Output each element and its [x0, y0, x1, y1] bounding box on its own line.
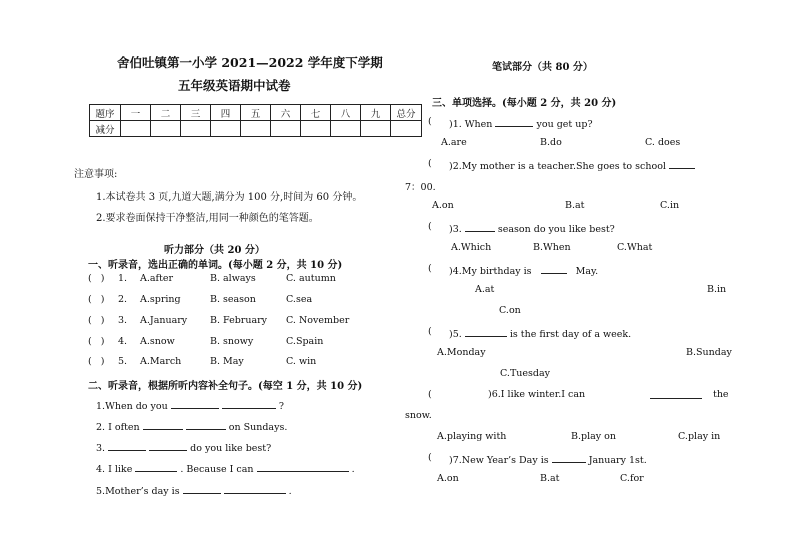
- option-a: A.Monday: [437, 347, 486, 358]
- answer-paren[interactable]: ( ): [88, 336, 105, 347]
- option-a: A.March: [140, 356, 182, 367]
- option-c: C.in: [660, 200, 680, 211]
- option-b: B. February: [210, 315, 268, 326]
- answer-blank[interactable]: [650, 398, 702, 399]
- option-a: A.are: [441, 137, 467, 148]
- answer-blank[interactable]: [465, 221, 495, 232]
- answer-blank[interactable]: [143, 419, 183, 430]
- option-a: A.on: [437, 473, 459, 484]
- score-input-cell[interactable]: [301, 121, 331, 137]
- sentence-text: do you like best?: [190, 443, 272, 454]
- listening-title: 听力部分（共 20 分）: [164, 245, 265, 256]
- score-table-deduction-row: [90, 121, 422, 137]
- question-text: [449, 221, 615, 235]
- sentence-text: 4. I like: [96, 464, 133, 475]
- option-b: B.Sunday: [686, 347, 732, 358]
- option-b: B. season: [210, 294, 256, 305]
- score-input-cell[interactable]: [361, 121, 391, 137]
- answer-blank[interactable]: [135, 461, 177, 472]
- option-b: B. May: [210, 356, 244, 367]
- score-input-cell[interactable]: [181, 121, 211, 137]
- question-stem: May.: [575, 266, 599, 277]
- option-c: C. autumn: [286, 273, 336, 284]
- answer-blank[interactable]: [541, 263, 567, 274]
- score-cell: 总分: [391, 105, 422, 121]
- option-c: C.sea: [286, 294, 313, 305]
- answer-blank[interactable]: [171, 398, 219, 409]
- question-stem: is the first day of a week.: [509, 329, 632, 340]
- question-text: [449, 263, 598, 277]
- score-cell: 二: [151, 105, 181, 121]
- question-continuation: snow.: [405, 410, 432, 421]
- sentence-text: 2. I often: [96, 422, 140, 433]
- option-b: B.do: [540, 137, 562, 148]
- score-cell: 六: [271, 105, 301, 121]
- option-a: A.at: [475, 284, 495, 295]
- answer-paren[interactable]: ( ): [88, 315, 105, 326]
- score-table: [89, 104, 422, 137]
- fill-sentence: [96, 419, 287, 433]
- sentence-text: on Sundays.: [228, 422, 288, 433]
- question-stem: season do you like best?: [497, 224, 615, 235]
- option-a: A.after: [140, 273, 174, 284]
- option-a: A.snow: [140, 336, 175, 347]
- answer-blank[interactable]: [186, 419, 226, 430]
- score-cell: 一: [121, 105, 151, 121]
- answer-blank[interactable]: [495, 116, 533, 127]
- score-cell: 七: [301, 105, 331, 121]
- sentence-text: 5.Mother’s day is: [96, 486, 180, 497]
- option-c: C.Tuesday: [500, 368, 551, 379]
- question-text: [449, 452, 647, 466]
- score-cell: 五: [241, 105, 271, 121]
- option-b: B.in: [707, 284, 727, 295]
- option-b: B.at: [565, 200, 585, 211]
- score-input-cell[interactable]: [391, 121, 422, 137]
- question-stem: )2.My mother is a teacher.She goes to school: [449, 161, 666, 172]
- option-c: C. does: [645, 137, 681, 148]
- option-a: A.playing with: [437, 431, 507, 442]
- question-stem: the: [713, 389, 729, 400]
- answer-blank[interactable]: [222, 398, 276, 409]
- answer-paren[interactable]: ( ): [88, 273, 105, 284]
- option-c: C.Spain: [286, 336, 324, 347]
- answer-paren[interactable]: (: [428, 221, 432, 232]
- answer-paren[interactable]: ( ): [88, 294, 105, 305]
- sentence-text: . Because I can: [180, 464, 254, 475]
- answer-paren[interactable]: (: [428, 389, 432, 400]
- fill-sentence: [96, 440, 271, 454]
- answer-blank[interactable]: [149, 440, 187, 451]
- answer-blank[interactable]: [108, 440, 146, 451]
- fill-sentence: [96, 461, 355, 475]
- sentence-text: 1.When do you: [96, 401, 168, 412]
- notes-item: 1.本试卷共 3 页,九道大题,满分为 100 分,时间为 60 分钟。: [96, 192, 363, 203]
- fill-sentence: [96, 483, 292, 497]
- question-stem: )3.: [449, 224, 462, 235]
- score-cell: 减分: [90, 121, 121, 137]
- option-c: C. win: [286, 356, 317, 367]
- question-number: 1.: [118, 273, 128, 284]
- question-text: [449, 158, 695, 172]
- score-cell: 九: [361, 105, 391, 121]
- question-stem: )1. When: [449, 119, 493, 130]
- option-c: C.play in: [678, 431, 721, 442]
- score-input-cell[interactable]: [241, 121, 271, 137]
- option-b: B. always: [210, 273, 256, 284]
- question-number: 5.: [118, 356, 128, 367]
- answer-paren[interactable]: (: [428, 158, 432, 169]
- sentence-text: .: [288, 486, 292, 497]
- answer-blank[interactable]: [465, 326, 507, 337]
- score-table-header-row: [90, 105, 422, 121]
- answer-paren[interactable]: (: [428, 326, 432, 337]
- question-number: 3.: [118, 315, 128, 326]
- option-a: A.Which: [451, 242, 492, 253]
- answer-paren[interactable]: (: [428, 452, 432, 463]
- part3-heading: 三、单项选择。(每小题 2 分，共 20 分): [432, 98, 617, 109]
- option-b: B.When: [533, 242, 571, 253]
- answer-blank[interactable]: [224, 483, 286, 494]
- sentence-text: 3.: [96, 443, 106, 454]
- question-continuation: 7：00.: [405, 182, 436, 193]
- answer-blank[interactable]: [183, 483, 221, 494]
- score-cell: 三: [181, 105, 211, 121]
- question-text: [449, 116, 593, 130]
- answer-paren[interactable]: (: [428, 116, 432, 127]
- score-input-cell[interactable]: [121, 121, 151, 137]
- option-c: C.What: [617, 242, 653, 253]
- answer-blank[interactable]: [669, 158, 695, 169]
- score-cell: 四: [211, 105, 241, 121]
- answer-paren[interactable]: ( ): [88, 356, 105, 367]
- score-input-cell[interactable]: [271, 121, 301, 137]
- option-c: C.for: [620, 473, 644, 484]
- option-a: A.on: [432, 200, 454, 211]
- answer-paren[interactable]: (: [428, 263, 432, 274]
- exam-title-school: 舍伯吐镇第一小学 2021—2022 学年度下学期: [117, 55, 383, 70]
- option-c: C. November: [286, 315, 350, 326]
- score-input-cell[interactable]: [331, 121, 361, 137]
- exam-title-subject: 五年级英语期中试卷: [178, 78, 291, 93]
- option-a: A.spring: [140, 294, 181, 305]
- question-stem: )6.I like winter.I can: [488, 389, 586, 400]
- sentence-text: .: [351, 464, 355, 475]
- answer-blank[interactable]: [552, 452, 586, 463]
- notes-item: 2.要求卷面保持干净整洁,用同一种颜色的笔答题。: [96, 213, 319, 224]
- score-cell: 八: [331, 105, 361, 121]
- question-number: 4.: [118, 336, 128, 347]
- answer-blank[interactable]: [257, 461, 349, 472]
- question-stem: )7.New Year’s Day is: [449, 455, 549, 466]
- part2-heading: 二、听录音，根据所听内容补全句子。(每空 1 分，共 10 分): [88, 381, 363, 392]
- option-b: B.at: [540, 473, 560, 484]
- option-b: B. snowy: [210, 336, 254, 347]
- question-text: [449, 326, 631, 340]
- fill-sentence: [96, 398, 284, 412]
- question-stem: )4.My birthday is: [449, 266, 532, 277]
- option-c: C.on: [499, 305, 521, 316]
- score-input-cell[interactable]: [211, 121, 241, 137]
- option-a: A.January: [140, 315, 188, 326]
- question-stem: you get up?: [536, 119, 593, 130]
- part1-heading: 一、听录音，选出正确的单词。(每小题 2 分，共 10 分): [88, 260, 343, 271]
- written-title: 笔试部分（共 80 分）: [492, 62, 593, 73]
- option-b: B.play on: [571, 431, 617, 442]
- notes-heading: 注意事项:: [74, 169, 118, 180]
- score-cell: 题序: [90, 105, 121, 121]
- question-stem: )5.: [449, 329, 462, 340]
- sentence-text: ?: [278, 401, 284, 412]
- question-number: 2.: [118, 294, 128, 305]
- score-input-cell[interactable]: [151, 121, 181, 137]
- question-stem: January 1st.: [588, 455, 647, 466]
